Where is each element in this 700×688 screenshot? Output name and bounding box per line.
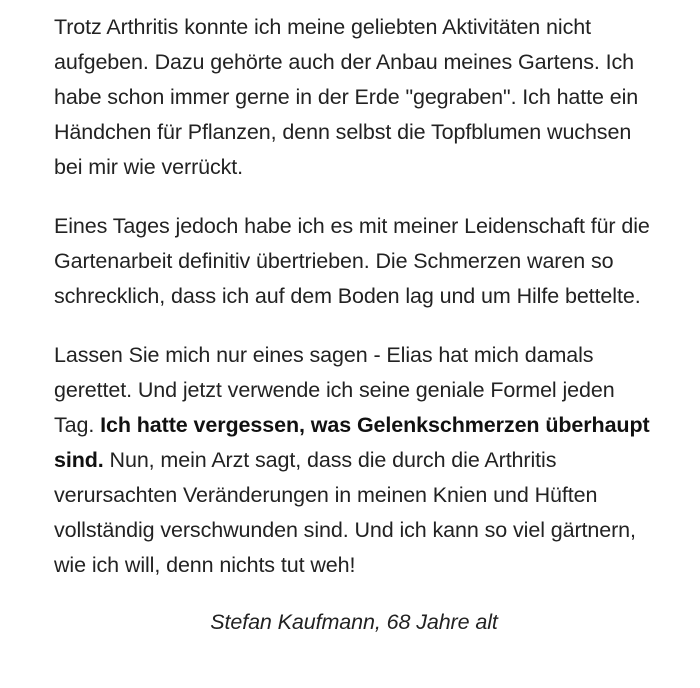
- paragraph-recovery: [54, 338, 654, 583]
- testimonial-article: [54, 10, 654, 664]
- paragraph-garden-intro: [54, 10, 654, 185]
- paragraph-pain-episode: [54, 209, 654, 314]
- paragraph-text-before: Lassen Sie mich nur eines sagen - Elias hat mich damals gerettet. Und jetzt verwende ich seine geniale Formel jeden Tag.: [54, 343, 615, 437]
- paragraph-text-after: Nun, mein Arzt sagt, dass die durch die Arthritis verursachten Veränderungen in meinen Knien und Hüften vollständig verschwunden sind. Und ich kann so viel gärtnern, wie ich will, denn nichts tut weh!: [54, 448, 636, 577]
- paragraph-text: Eines Tages jedoch habe ich es mit meiner Leidenschaft für die Gartenarbeit definitiv übertrieben. Die Schmerzen waren so schrecklich, dass ich auf dem Boden lag und um Hilfe bettelte.: [54, 214, 650, 308]
- highlighted-statement: Ich hatte vergessen, was Gelenkschmerzen überhaupt sind.: [54, 413, 650, 472]
- author-signature: Stefan Kaufmann, 68 Jahre alt: [210, 610, 498, 634]
- paragraph-text: Trotz Arthritis konnte ich meine geliebten Aktivitäten nicht aufgeben. Dazu gehörte auch der Anbau meines Gartens. Ich habe schon immer gerne in der Erde "gegraben". Ich hatte ein Händchen für Pflanzen, denn selbst die Topfblumen wuchsen bei mir wie verrückt.: [54, 15, 639, 179]
